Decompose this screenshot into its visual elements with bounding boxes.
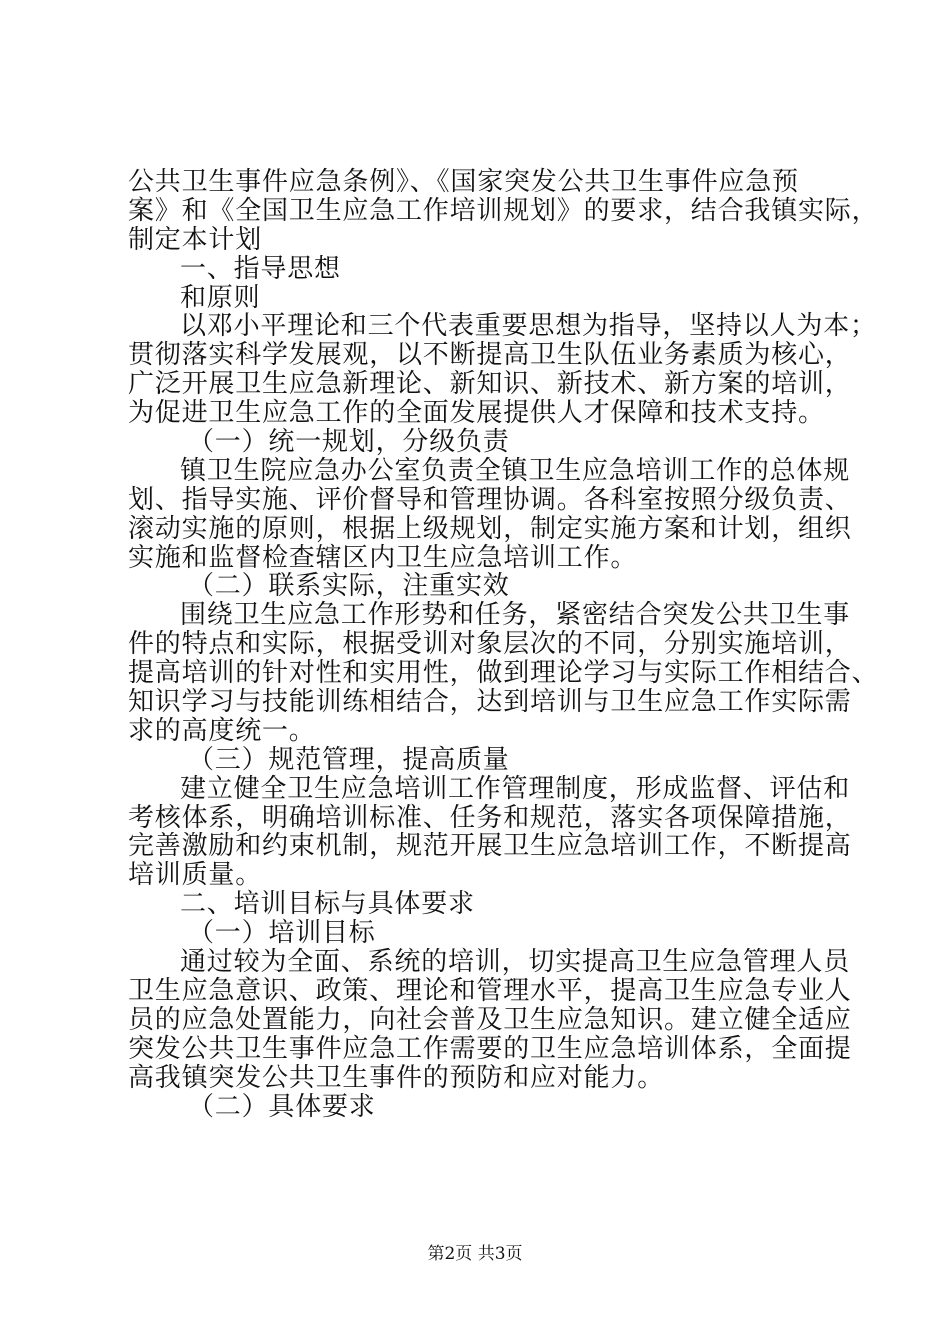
text-line: 为促进卫生应急工作的全面发展提供人才保障和技术支持。 — [128, 398, 825, 429]
text-line: 制定本计划 — [128, 224, 263, 255]
text-line: 通过较为全面、系统的培训，切实提高卫生应急管理人员 — [180, 947, 851, 978]
text-line: 滚动实施的原则，根据上级规划，制定实施方案和计划，组织 — [128, 513, 852, 544]
text-line: 实施和监督检查辖区内卫生应急培训工作。 — [128, 542, 638, 573]
text-line: 划、指导实施、评价督导和管理协调。各科室按照分级负责、 — [128, 484, 852, 515]
text-line: 二、培训目标与具体要求 — [180, 889, 475, 920]
section-heading-line: （二）联系实际，注重实效 — [188, 571, 510, 602]
text-line: 一、指导思想 — [180, 253, 341, 284]
page-number: 第2页 共3页 — [427, 1244, 523, 1264]
section-heading-line: （一）培训目标 — [188, 918, 376, 949]
text-line: 公共卫生事件应急条例》、《国家突发公共卫生事件应急预 — [128, 167, 799, 197]
text-line: 以邓小平理论和三个代表重要思想为指导，坚持以人为本； — [180, 311, 877, 342]
text-line: 提高培训的针对性和实用性，做到理论学习与实际工作相结合、 — [128, 658, 879, 689]
document-body — [128, 167, 879, 1122]
text-line: 考核体系，明确培训标准、任务和规范，落实各项保障措施， — [128, 802, 852, 833]
text-line: 镇卫生院应急办公室负责全镇卫生应急培训工作的总体规 — [180, 455, 851, 486]
text-line: 件的特点和实际，根据受训对象层次的不同，分别实施培训， — [128, 629, 852, 660]
text-line: 案》和《全国卫生应急工作培训规划》的要求，结合我镇实际， — [128, 195, 879, 226]
section-heading-line: （三）规范管理，提高质量 — [188, 744, 510, 775]
text-line: 完善激励和约束机制，规范开展卫生应急培训工作，不断提高 — [128, 831, 852, 862]
text-line: 知识学习与技能训练相结合，达到培训与卫生应急工作实际需 — [128, 687, 852, 718]
section-heading-line: （一）统一规划，分级负责 — [188, 427, 510, 458]
text-line: 广泛开展卫生应急新理论、新知识、新技术、新方案的培训， — [128, 369, 852, 400]
text-line: 高我镇突发公共卫生事件的预防和应对能力。 — [128, 1062, 665, 1093]
text-line: 突发公共卫生事件应急工作需要的卫生应急培训体系，全面提 — [128, 1033, 852, 1064]
page-footer — [0, 1244, 950, 1264]
text-line: 卫生应急意识、政策、理论和管理水平，提高卫生应急专业人 — [128, 975, 852, 1006]
text-line: 求的高度统一。 — [128, 715, 316, 746]
text-line: 贯彻落实科学发展观，以不断提高卫生队伍业务素质为核心， — [128, 340, 852, 371]
text-line: 和原则 — [180, 282, 261, 313]
text-line: 建立健全卫生应急培训工作管理制度，形成监督、评估和 — [180, 773, 851, 804]
text-line: 员的应急处置能力，向社会普及卫生应急知识。建立健全适应 — [128, 1004, 852, 1035]
section-heading-line: （二）具体要求 — [188, 1091, 376, 1122]
text-line: 围绕卫生应急工作形势和任务，紧密结合突发公共卫生事 — [180, 600, 851, 631]
text-line: 培训质量。 — [128, 860, 263, 891]
